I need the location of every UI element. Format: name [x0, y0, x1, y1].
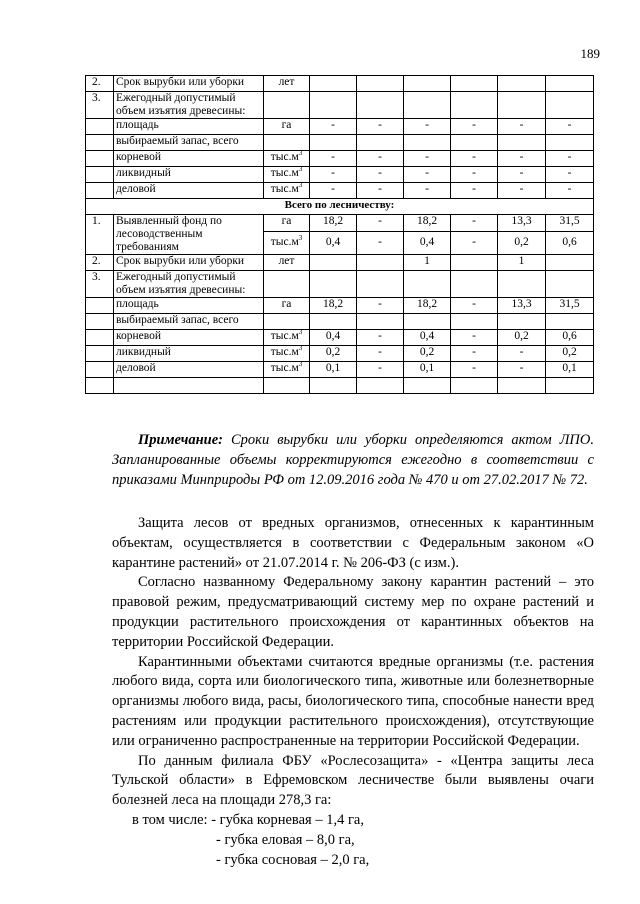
row-number: 2. [86, 255, 114, 271]
value-cell [310, 76, 357, 92]
row-number [86, 135, 114, 151]
value-cell [546, 76, 594, 92]
table-row [86, 255, 594, 271]
value-cell: 1 [404, 255, 451, 271]
unit-cell [264, 298, 310, 314]
value-cell: - [546, 183, 594, 199]
value-cell [404, 378, 451, 394]
value-cell: - [451, 119, 498, 135]
table-row [86, 135, 594, 151]
value-cell: 0,4 [310, 231, 357, 254]
row-name: корневой [114, 151, 264, 167]
value-cell [498, 76, 546, 92]
value-cell: - [498, 119, 546, 135]
value-cell: - [357, 362, 404, 378]
row-number: 3. [86, 92, 114, 119]
value-cell: - [404, 167, 451, 183]
table-row [86, 215, 594, 232]
value-cell: 31,5 [546, 215, 594, 232]
row-name: Выявленный фонд по лесоводственным требованиям [114, 215, 264, 255]
value-cell: - [451, 183, 498, 199]
unit-text: лет [278, 255, 295, 267]
value-cell [451, 314, 498, 330]
unit-cell [264, 119, 310, 135]
list-item: в том числе: - губка корневая – 1,4 га, [132, 811, 364, 828]
page-number: 189 [580, 46, 600, 61]
value-cell [546, 135, 594, 151]
value-cell [310, 314, 357, 330]
unit-text: га [281, 215, 292, 227]
unit-text: тыс.м [270, 167, 299, 179]
value-cell [498, 271, 546, 298]
value-cell: 18,2 [310, 215, 357, 232]
value-cell: 0,1 [310, 362, 357, 378]
value-cell: - [404, 151, 451, 167]
value-cell: 18,2 [310, 298, 357, 314]
table-row [86, 92, 594, 119]
unit-superscript: 3 [298, 166, 303, 174]
value-cell: - [451, 346, 498, 362]
value-cell: 18,2 [404, 215, 451, 232]
forestry-table [85, 75, 594, 394]
value-cell [310, 378, 357, 394]
unit-cell [264, 362, 310, 378]
unit-cell [264, 346, 310, 362]
total-header-row [86, 199, 594, 215]
value-cell: - [498, 362, 546, 378]
value-cell: - [451, 215, 498, 232]
unit-cell [264, 92, 310, 119]
value-cell: - [451, 330, 498, 346]
unit-cell [264, 215, 310, 232]
table-row [86, 378, 594, 394]
row-number [86, 167, 114, 183]
value-cell: - [357, 346, 404, 362]
table-row [86, 151, 594, 167]
value-cell [451, 378, 498, 394]
row-name: ликвидный [114, 346, 264, 362]
unit-text: га [281, 298, 292, 310]
row-number [86, 119, 114, 135]
paragraph: По данным филиала ФБУ «Рослесозащита» - «Центра защиты леса Тульской области» в Ефремовском лесничестве были выявлены очаги болезней леса на площади 278,3 га: [112, 752, 594, 809]
body-text [112, 514, 594, 870]
unit-cell [264, 314, 310, 330]
value-cell: - [498, 151, 546, 167]
value-cell: - [310, 119, 357, 135]
value-cell: - [546, 167, 594, 183]
value-cell [310, 271, 357, 298]
value-cell: - [357, 231, 404, 254]
value-cell: 0,4 [404, 330, 451, 346]
total-header: Всего по лесничеству: [86, 199, 594, 215]
value-cell: - [404, 119, 451, 135]
table-row [86, 362, 594, 378]
value-cell [404, 135, 451, 151]
value-cell: - [357, 215, 404, 232]
value-cell: 0,2 [498, 330, 546, 346]
value-cell: - [310, 167, 357, 183]
table-row [86, 271, 594, 298]
unit-superscript: 3 [298, 329, 303, 337]
value-cell: - [498, 183, 546, 199]
value-cell: 13,3 [498, 298, 546, 314]
value-cell [498, 378, 546, 394]
value-cell [357, 92, 404, 119]
unit-superscript: 3 [298, 150, 303, 158]
value-cell: - [451, 231, 498, 254]
value-cell [357, 378, 404, 394]
unit-cell [264, 231, 310, 254]
row-name: корневой [114, 330, 264, 346]
value-cell [451, 255, 498, 271]
row-number [86, 362, 114, 378]
row-number [86, 183, 114, 199]
value-cell: - [451, 151, 498, 167]
value-cell: 0,2 [404, 346, 451, 362]
value-cell [546, 271, 594, 298]
row-number [86, 330, 114, 346]
value-cell [546, 314, 594, 330]
row-name [114, 378, 264, 394]
row-number: 1. [86, 215, 114, 255]
value-cell: - [357, 119, 404, 135]
table-row [86, 167, 594, 183]
unit-cell [264, 151, 310, 167]
row-name: выбираемый запас, всего [114, 135, 264, 151]
row-number [86, 378, 114, 394]
row-name: выбираемый запас, всего [114, 314, 264, 330]
unit-cell [264, 167, 310, 183]
value-cell [451, 271, 498, 298]
value-cell [310, 135, 357, 151]
value-cell [357, 271, 404, 298]
unit-text: тыс.м [270, 236, 299, 249]
note-label: Примечание: [138, 432, 224, 448]
value-cell [546, 255, 594, 271]
row-number [86, 151, 114, 167]
value-cell: - [310, 183, 357, 199]
table-row [86, 330, 594, 346]
list-item: - губка сосновая – 2,0 га, [216, 851, 370, 868]
unit-text: тыс.м [270, 362, 299, 374]
value-cell [357, 314, 404, 330]
value-cell: - [498, 167, 546, 183]
value-cell [498, 135, 546, 151]
table-row [86, 346, 594, 362]
value-cell: - [546, 119, 594, 135]
paragraph: Согласно названному Федеральному закону карантин растений – это правовой режим, предусматривающий систему мер по охране растений и продукции растительного происхождения от карантинных объектов на территории Российской Федерации. [112, 574, 594, 650]
row-name: Срок вырубки или уборки [114, 255, 264, 271]
value-cell: 0,2 [310, 346, 357, 362]
value-cell: - [357, 298, 404, 314]
value-cell: 1 [498, 255, 546, 271]
table-row [86, 76, 594, 92]
row-name: площадь [114, 298, 264, 314]
row-number [86, 346, 114, 362]
row-name: Ежегодный допустимый объем изъятия древесины: [114, 271, 264, 298]
list-item: - губка еловая – 8,0 га, [216, 831, 355, 848]
value-cell: 0,6 [546, 330, 594, 346]
value-cell [357, 76, 404, 92]
row-number: 2. [86, 76, 114, 92]
note-paragraph [112, 431, 594, 490]
row-name: деловой [114, 183, 264, 199]
value-cell: - [310, 151, 357, 167]
row-name: площадь [114, 119, 264, 135]
unit-cell [264, 183, 310, 199]
unit-superscript: 3 [298, 361, 303, 369]
value-cell: - [357, 183, 404, 199]
value-cell: 0,2 [546, 346, 594, 362]
unit-text: тыс.м [270, 346, 299, 358]
value-cell: - [451, 298, 498, 314]
unit-superscript: 3 [298, 182, 303, 190]
value-cell: 13,3 [498, 215, 546, 232]
value-cell [310, 92, 357, 119]
unit-cell [264, 76, 310, 92]
table-row [86, 183, 594, 199]
unit-text: тыс.м [270, 183, 299, 195]
value-cell: - [451, 362, 498, 378]
value-cell [546, 92, 594, 119]
unit-text: тыс.м [270, 330, 299, 342]
value-cell: - [451, 167, 498, 183]
value-cell: 0,1 [404, 362, 451, 378]
unit-cell [264, 255, 310, 271]
unit-superscript: 3 [298, 345, 303, 353]
value-cell [451, 92, 498, 119]
value-cell [498, 314, 546, 330]
value-cell [357, 135, 404, 151]
value-cell: 18,2 [404, 298, 451, 314]
value-cell: 0,6 [546, 231, 594, 254]
value-cell [357, 255, 404, 271]
value-cell: - [404, 183, 451, 199]
table-row [86, 298, 594, 314]
value-cell: - [357, 151, 404, 167]
unit-cell [264, 330, 310, 346]
paragraph: Карантинными объектами считаются вредные организмы (т.е. растения любого вида, сорта или биологического типа, животные или болезнетворные организмы любого вида, расы, биологического типа, способные нанести вред растениям или продукции растительного происхождения), отсутствующие или ограниченно распространенные на территории Российской Федерации. [112, 653, 594, 749]
value-cell: 31,5 [546, 298, 594, 314]
disease-list [112, 811, 594, 870]
note-text: Сроки вырубки или уборки определяются актом ЛПО. Запланированные объемы корректируются ежегодно в соответствии с приказами Минприроды РФ от 12.09.2016 года № 470 и от 27.02.2017 № 72. [112, 432, 594, 488]
unit-text: тыс.м [270, 151, 299, 163]
row-number: 3. [86, 271, 114, 298]
value-cell [310, 255, 357, 271]
unit-text: лет [278, 76, 295, 88]
value-cell [404, 76, 451, 92]
value-cell [404, 314, 451, 330]
unit-superscript: 3 [298, 234, 303, 243]
unit-cell [264, 271, 310, 298]
table-row [86, 314, 594, 330]
unit-cell [264, 378, 310, 394]
row-name: Ежегодный допустимый объем изъятия древесины: [114, 92, 264, 119]
value-cell: - [357, 330, 404, 346]
value-cell [451, 76, 498, 92]
value-cell: 0,4 [404, 231, 451, 254]
value-cell [498, 92, 546, 119]
unit-cell [264, 135, 310, 151]
row-number [86, 298, 114, 314]
unit-text: га [281, 119, 292, 131]
value-cell: - [546, 151, 594, 167]
value-cell: 0,2 [498, 231, 546, 254]
value-cell [404, 92, 451, 119]
value-cell: - [498, 346, 546, 362]
row-name: деловой [114, 362, 264, 378]
row-name: ликвидный [114, 167, 264, 183]
value-cell: 0,1 [546, 362, 594, 378]
paragraph: Защита лесов от вредных организмов, отнесенных к карантинным объектам, осуществляется в соответствии с Федеральным законом «О карантине растений» от 21.07.2014 г. № 206-ФЗ (с изм.). [112, 515, 594, 571]
value-cell: 0,4 [310, 330, 357, 346]
value-cell [546, 378, 594, 394]
value-cell [451, 135, 498, 151]
row-name: Срок вырубки или уборки [114, 76, 264, 92]
table-row [86, 119, 594, 135]
value-cell [404, 271, 451, 298]
value-cell: - [357, 167, 404, 183]
row-number [86, 314, 114, 330]
